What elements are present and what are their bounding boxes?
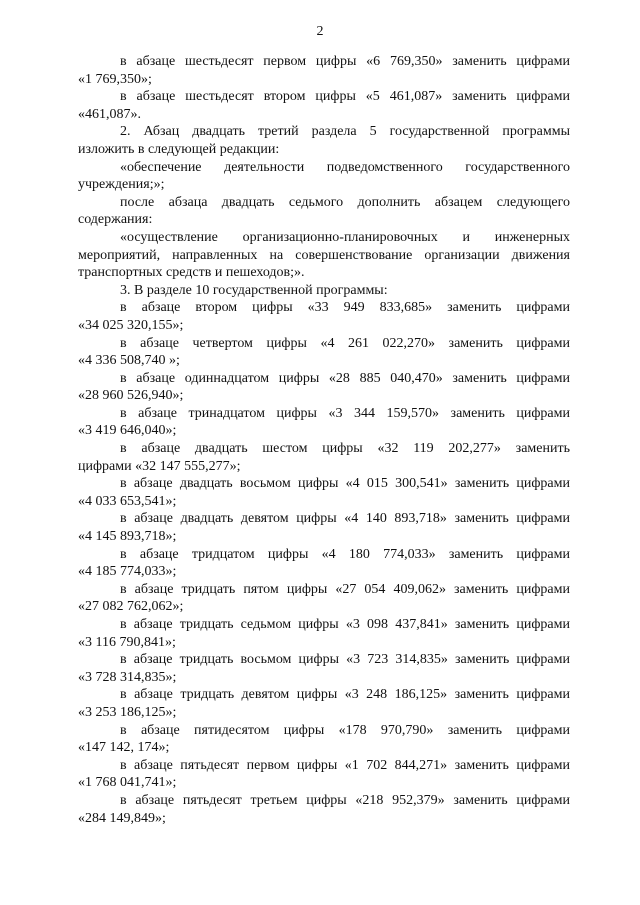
paragraph xyxy=(78,651,570,686)
paragraph-line: «28 960 526,940»; xyxy=(78,388,184,404)
paragraph-line: содержания: xyxy=(78,212,153,228)
paragraph xyxy=(78,440,570,475)
paragraph-line: транспортных средств и пешеходов;». xyxy=(78,265,305,281)
paragraph xyxy=(78,123,570,158)
paragraph xyxy=(78,194,570,229)
paragraph-line: «1 768 041,741»; xyxy=(78,775,177,791)
paragraph-line: в абзаце пятьдесят третьем цифры «218 952,379» заменить цифрами xyxy=(120,792,570,808)
paragraph-line: «3 728 314,835»; xyxy=(78,669,177,685)
paragraph xyxy=(78,616,570,651)
paragraph-line: в абзаце втором цифры «33 949 833,685» заменить цифрами xyxy=(120,300,570,316)
paragraph-line: «27 082 762,062»; xyxy=(78,599,184,615)
paragraph-line: «34 025 320,155»; xyxy=(78,317,184,333)
paragraph-line: «3 116 790,841»; xyxy=(78,634,176,650)
paragraph-line: «3 419 646,040»; xyxy=(78,423,177,439)
paragraph-line: в абзаце тридцать девятом цифры «3 248 186,125» заменить цифрами xyxy=(120,687,570,703)
paragraph xyxy=(78,159,570,194)
paragraph-line: «4 145 893,718»; xyxy=(78,529,177,545)
paragraph-line: в абзаце шестьдесят первом цифры «6 769,350» заменить цифрами xyxy=(120,54,570,69)
document-body xyxy=(78,53,570,827)
paragraph xyxy=(78,722,570,757)
paragraph xyxy=(78,686,570,721)
paragraph-line: в абзаце тридцать пятом цифры «27 054 409,062» заменить цифрами xyxy=(120,581,570,597)
paragraph xyxy=(78,792,570,827)
paragraph xyxy=(78,757,570,792)
paragraph-line: в абзаце четвертом цифры «4 261 022,270» заменить цифрами xyxy=(120,335,570,351)
paragraph xyxy=(78,88,570,123)
paragraph-line: в абзаце шестьдесят втором цифры «5 461,087» заменить цифрами xyxy=(120,89,570,105)
paragraph-line: 2. Абзац двадцать третий раздела 5 государственной программы xyxy=(120,124,570,140)
paragraph-line: «1 769,350»; xyxy=(78,71,152,87)
paragraph-line: «3 253 186,125»; xyxy=(78,704,177,720)
paragraph-line: в абзаце двадцать девятом цифры «4 140 893,718» заменить цифрами xyxy=(120,511,570,527)
paragraph-line: в абзаце тридцать седьмом цифры «3 098 437,841» заменить цифрами xyxy=(120,617,570,632)
paragraph-line: в абзаце пятьдесят первом цифры «1 702 844,271» заменить цифрами xyxy=(120,757,570,773)
paragraph xyxy=(78,282,570,300)
paragraph xyxy=(78,405,570,440)
paragraph-line: в абзаце двадцать восьмом цифры «4 015 300,541» заменить цифрами xyxy=(120,476,570,492)
paragraph-line: «обеспечение деятельности подведомственного государственного xyxy=(120,159,570,175)
paragraph-line: «461,087». xyxy=(78,106,141,122)
paragraph xyxy=(78,53,570,88)
paragraph xyxy=(78,299,570,334)
paragraph-line: в абзаце двадцать шестом цифры «32 119 202,277» заменить xyxy=(120,441,570,457)
paragraph-line: мероприятий, направленных на совершенствование организации движения xyxy=(78,247,570,263)
paragraph-line: «осуществление организационно-планировочных и инженерных xyxy=(120,229,570,245)
paragraph-line: «4 033 653,541»; xyxy=(78,493,177,509)
paragraph-line: в абзаце тринадцатом цифры «3 344 159,570» заменить цифрами xyxy=(120,405,570,421)
paragraph-line: в абзаце одиннадцатом цифры «28 885 040,470» заменить цифрами xyxy=(120,370,570,386)
paragraph-line: учреждения;»; xyxy=(78,177,165,193)
paragraph-line: в абзаце тридцать восьмом цифры «3 723 314,835» заменить цифрами xyxy=(120,652,570,668)
paragraph-line: «147 142, 174»; xyxy=(78,740,170,756)
paragraph xyxy=(78,581,570,616)
paragraph-line: после абзаца двадцать седьмого дополнить абзацем следующего xyxy=(120,194,570,210)
paragraph-line: изложить в следующей редакции: xyxy=(78,141,280,157)
paragraph xyxy=(78,335,570,370)
paragraph-line: цифрами «32 147 555,277»; xyxy=(78,458,241,474)
paragraph-line: в абзаце пятидесятом цифры «178 970,790» заменить цифрами xyxy=(120,722,570,738)
paragraph xyxy=(78,229,570,282)
page-number: 2 xyxy=(316,24,324,39)
paragraph-line: «284 149,849»; xyxy=(78,810,166,826)
paragraph-line: в абзаце тридцатом цифры «4 180 774,033» заменить цифрами xyxy=(120,546,570,562)
paragraph-line: «4 336 508,740 »; xyxy=(78,353,180,369)
paragraph xyxy=(78,475,570,510)
paragraph-line: 3. В разделе 10 государственной программы: xyxy=(120,282,388,298)
paragraph xyxy=(78,510,570,545)
paragraph xyxy=(78,370,570,405)
paragraph-line: «4 185 774,033»; xyxy=(78,564,177,580)
paragraph xyxy=(78,546,570,581)
